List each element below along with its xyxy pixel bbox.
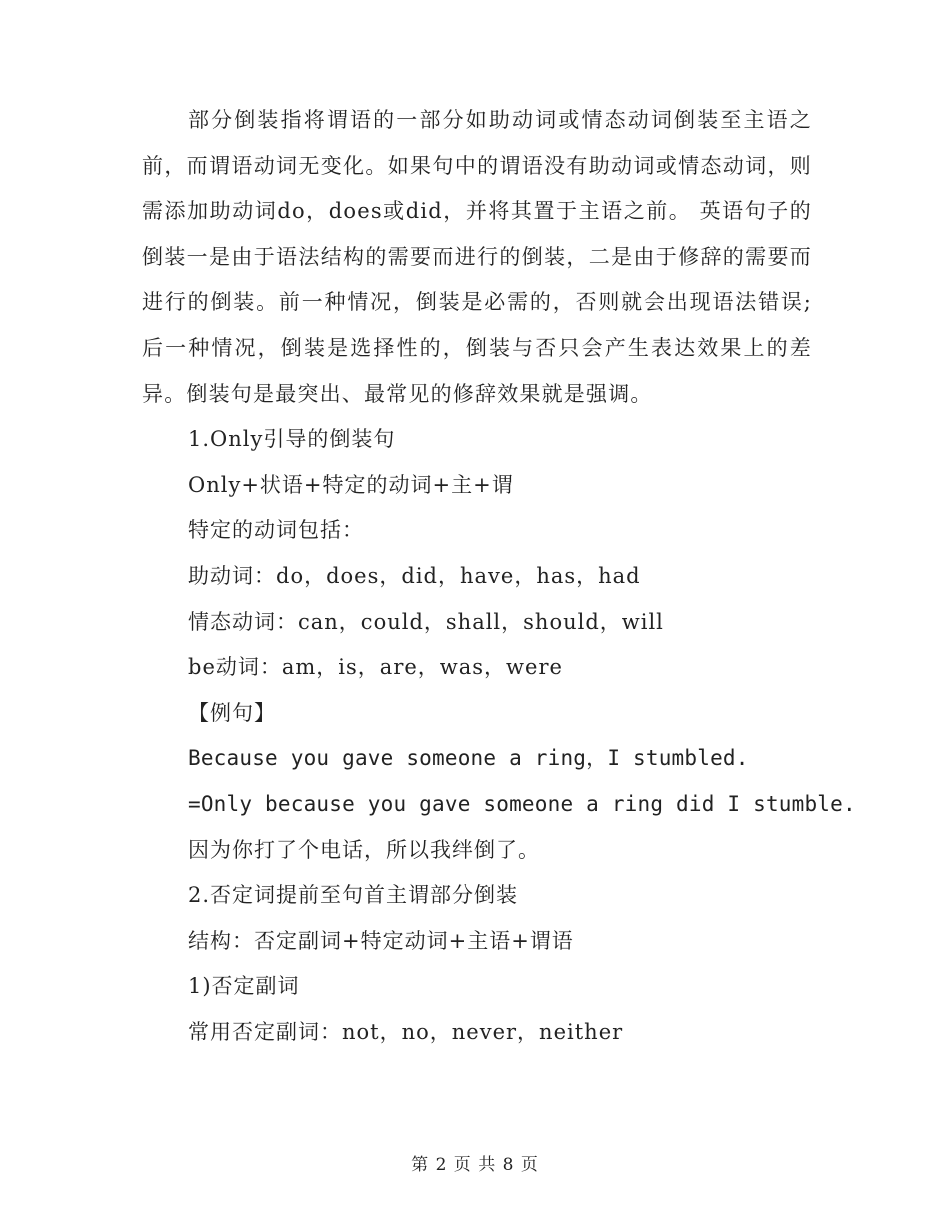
common-negative-adverbs-line: 常用否定副词：not，no，never，neither [188, 1019, 624, 1044]
negative-structure-line: 结构：否定副词+特定动词+主语+谓语 [188, 928, 574, 953]
be-verbs-line: be动词：am，is，are，was，were [188, 655, 563, 680]
heading-negative-inversion: 2.否定词提前至句首主谓部分倒装 [188, 883, 519, 908]
example-sentence-2: =Only because you gave someone a ring did I stumble. [188, 791, 856, 816]
example-translation: 因为你打了个电话，所以我绊倒了。 [188, 837, 540, 862]
heading-only-inversion: 1.Only引导的倒装句 [188, 427, 396, 452]
example-sentence-1: Because you gave someone a ring，I stumbled. [188, 746, 749, 771]
structure-line: Only+状语+特定的动词+主+谓 [188, 472, 514, 497]
modal-verbs-line: 情态动词：can，could，shall，should，will [188, 609, 664, 634]
special-verbs-label: 特定的动词包括： [188, 518, 364, 543]
auxiliary-verbs-line: 助动词：do，does，did，have，has，had [188, 563, 641, 588]
negative-adverbs-subheading: 1)否定副词 [188, 974, 300, 999]
example-label: 【例句】 [188, 700, 276, 725]
page-number: 第 2 页 共 8 页 [411, 1155, 539, 1175]
intro-paragraph: 部分倒装指将谓语的一部分如助动词或情态动词倒装至主语之前，而谓语动词无变化。如果句中的谓语没有助动词或情态动词，则需添加助动词do，does或did，并将其置于主语之前。 英语句子的倒装一是由于语法结构的需要而进行的倒装，二是由于修辞的需要而进行的倒装。前一种情况，倒装是必需的，否则就会出现语法错误;后一种情况，倒装是选择性的，倒装与否只会产生表达效果上的差异。倒装句是最突出、最常见的修辞效果就是强调。 [142, 108, 812, 406]
document-body [142, 98, 856, 1055]
